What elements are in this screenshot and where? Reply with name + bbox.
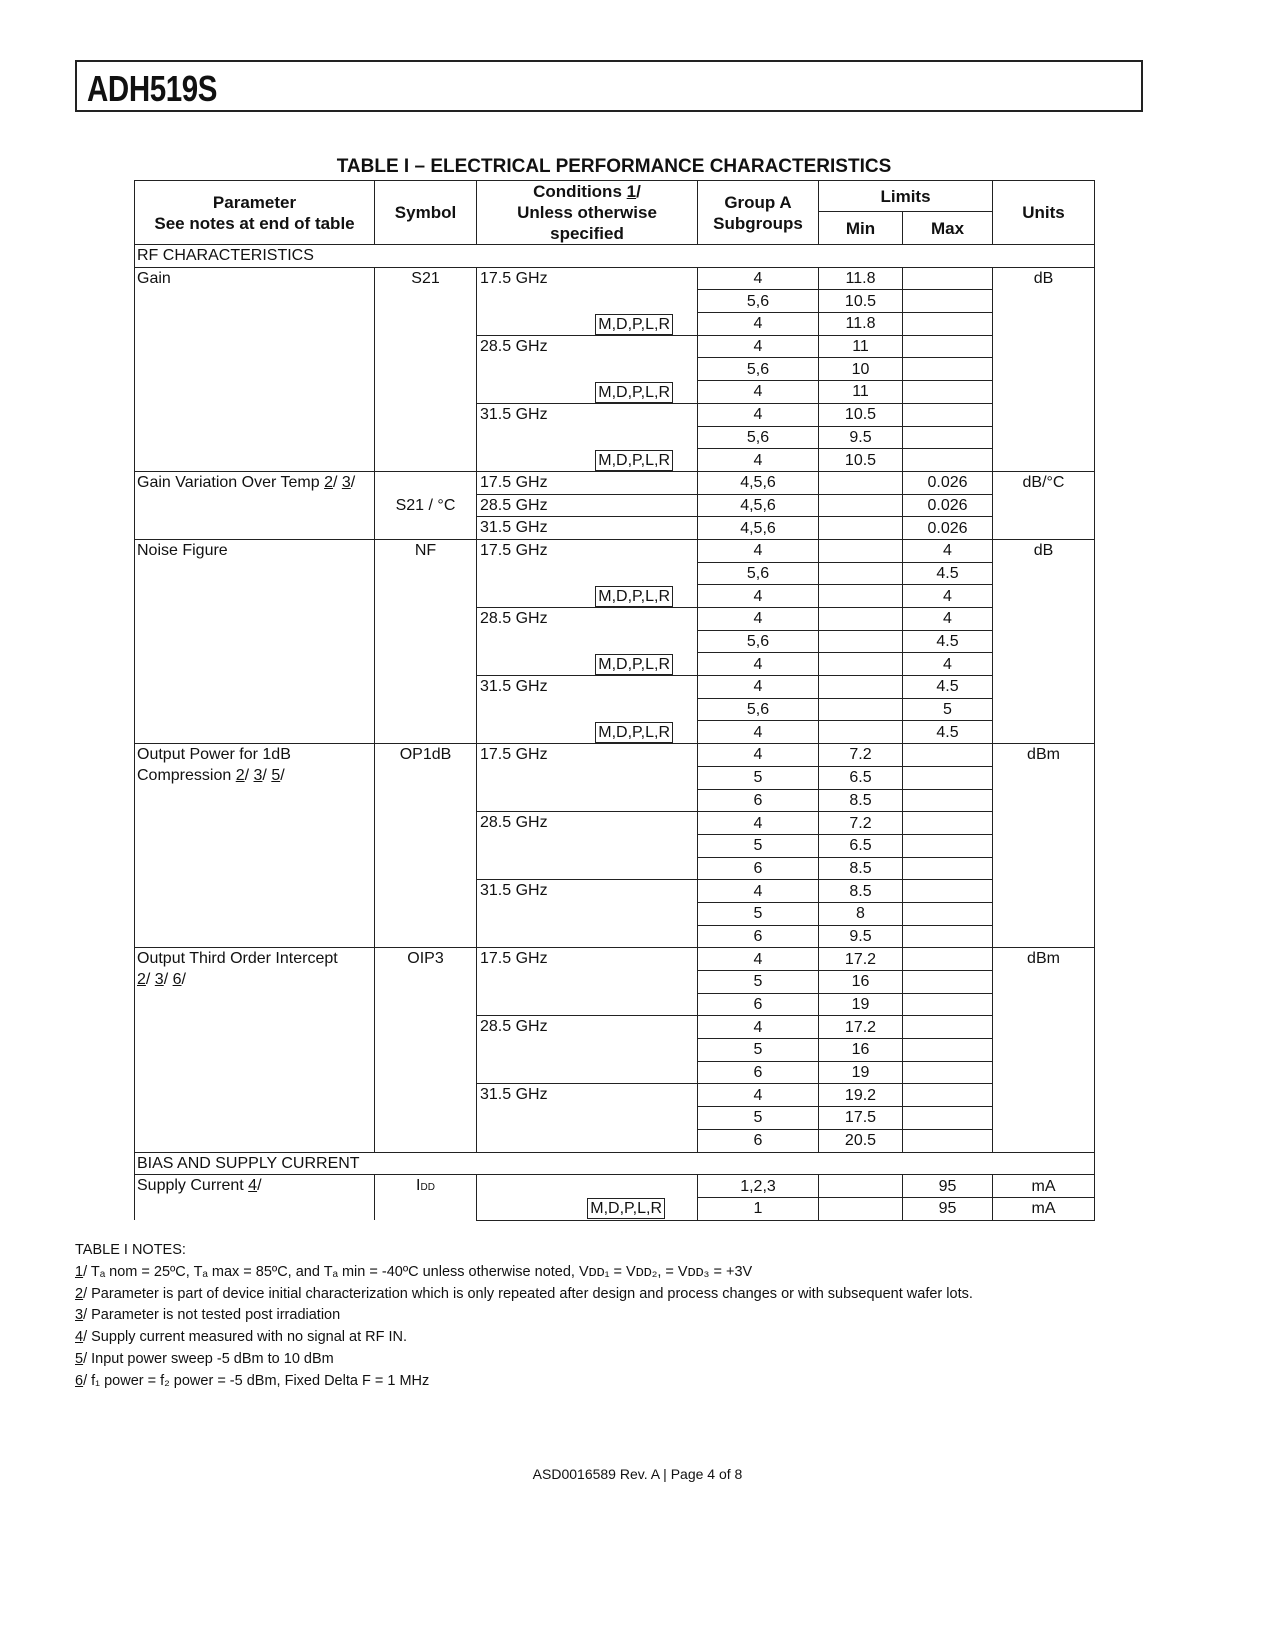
supply-current-units: mA (993, 1197, 1095, 1220)
max-cell (903, 812, 993, 835)
min-cell: 7.2 (819, 812, 903, 835)
min-cell: 8.5 (819, 880, 903, 903)
frequency-label: 17.5 GHz (480, 473, 548, 491)
max-cell (903, 267, 993, 290)
frequency-label: 28.5 GHz (480, 496, 548, 514)
section-label: RF CHARACTERISTICS (135, 245, 1095, 268)
max-cell: 4.5 (903, 630, 993, 653)
gain-variation-symbol: S21 / °C (375, 471, 477, 539)
oip3-parameter: Output Third Order Intercept 2/ 3/ 6/ (135, 948, 375, 1152)
conditions-cell (477, 403, 698, 426)
subgroup-cell: 4 (698, 744, 819, 767)
rha-level-label: M,D,P,L,R (595, 654, 673, 675)
subgroup-cell: 4 (698, 1084, 819, 1107)
conditions-cell (477, 698, 698, 721)
min-cell: 17.2 (819, 1016, 903, 1039)
subgroup-cell: 5,6 (698, 562, 819, 585)
conditions-cell (477, 1197, 698, 1220)
min-cell: 6.5 (819, 766, 903, 789)
max-cell: 95 (903, 1175, 993, 1198)
note-item: 5/ Input power sweep -5 dBm to 10 dBm (75, 1350, 334, 1367)
subgroup-cell: 4 (698, 449, 819, 472)
max-cell (903, 1084, 993, 1107)
subgroup-cell: 5,6 (698, 290, 819, 313)
subgroup-cell: 5,6 (698, 426, 819, 449)
conditions-cell (477, 585, 698, 608)
supply-current-symbol: IDD (375, 1175, 477, 1220)
max-cell (903, 1129, 993, 1152)
max-cell: 0.026 (903, 494, 993, 517)
min-cell (819, 653, 903, 676)
subgroup-cell: 4 (698, 948, 819, 971)
conditions-cell (477, 471, 698, 494)
min-cell (819, 1197, 903, 1220)
max-cell: 4.5 (903, 676, 993, 699)
subgroup-cell: 6 (698, 857, 819, 880)
conditions-cell (477, 358, 698, 381)
conditions-cell (477, 630, 698, 653)
conditions-cell (477, 834, 698, 857)
min-cell (819, 539, 903, 562)
max-cell (903, 381, 993, 404)
min-cell: 9.5 (819, 925, 903, 948)
min-cell: 7.2 (819, 744, 903, 767)
max-cell (903, 902, 993, 925)
max-cell: 4 (903, 608, 993, 631)
min-cell (819, 585, 903, 608)
conditions-cell (477, 1016, 698, 1039)
supply-current-units: mA (993, 1175, 1095, 1198)
min-cell (819, 676, 903, 699)
table-row (135, 267, 1095, 290)
note-item: 4/ Supply current measured with no signal at RF IN. (75, 1329, 408, 1346)
subgroup-cell: 5,6 (698, 698, 819, 721)
subgroup-cell: 6 (698, 1061, 819, 1084)
subgroup-cell: 4 (698, 880, 819, 903)
min-cell: 20.5 (819, 1129, 903, 1152)
subgroup-cell: 4 (698, 585, 819, 608)
frequency-label: 17.5 GHz (480, 746, 548, 764)
header-group-a: Group A Subgroups (698, 181, 819, 245)
note-item: 3/ Parameter is not tested post irradiation (75, 1307, 341, 1324)
note-item: 2/ Parameter is part of device initial characterization which is only repeated after design and process changes or with subsequent wafer lots. (75, 1285, 973, 1302)
subgroup-cell: 5 (698, 1039, 819, 1062)
max-cell (903, 426, 993, 449)
gain-parameter: Gain (135, 267, 375, 471)
max-cell (903, 948, 993, 971)
max-cell: 5 (903, 698, 993, 721)
subgroup-cell: 6 (698, 925, 819, 948)
gain-variation-units: dB/°C (993, 471, 1095, 539)
min-cell: 19 (819, 1061, 903, 1084)
max-cell (903, 971, 993, 994)
frequency-label: 17.5 GHz (480, 541, 548, 559)
max-cell: 4 (903, 585, 993, 608)
min-cell (819, 721, 903, 744)
subgroup-cell: 4 (698, 335, 819, 358)
conditions-cell (477, 449, 698, 472)
frequency-label: 28.5 GHz (480, 1018, 548, 1036)
frequency-label: 31.5 GHz (480, 519, 548, 537)
min-cell: 8 (819, 902, 903, 925)
header-parameter: Parameter See notes at end of table (135, 181, 375, 245)
max-cell: 4.5 (903, 562, 993, 585)
max-cell (903, 744, 993, 767)
oip3-units: dBm (993, 948, 1095, 1152)
subgroup-cell: 4 (698, 539, 819, 562)
header-units: Units (993, 181, 1095, 245)
subgroup-cell: 5 (698, 971, 819, 994)
subgroup-cell: 4 (698, 1016, 819, 1039)
conditions-cell (477, 608, 698, 631)
max-cell (903, 925, 993, 948)
oip3-symbol: OIP3 (375, 948, 477, 1152)
header-min: Min (819, 212, 903, 245)
conditions-cell (477, 494, 698, 517)
max-cell (903, 766, 993, 789)
max-cell (903, 358, 993, 381)
conditions-cell (477, 676, 698, 699)
section-row (135, 245, 1095, 268)
max-cell: 0.026 (903, 471, 993, 494)
frequency-label: 31.5 GHz (480, 1086, 548, 1104)
rha-level-label: M,D,P,L,R (595, 586, 673, 607)
conditions-cell (477, 1175, 698, 1198)
subgroup-cell: 1,2,3 (698, 1175, 819, 1198)
subgroup-cell: 6 (698, 1129, 819, 1152)
conditions-cell (477, 653, 698, 676)
electrical-characteristics-table (134, 180, 1095, 1221)
conditions-cell (477, 812, 698, 835)
conditions-cell (477, 789, 698, 812)
max-cell: 95 (903, 1197, 993, 1220)
rha-level-label: M,D,P,L,R (587, 1198, 665, 1219)
min-cell (819, 698, 903, 721)
min-cell (819, 562, 903, 585)
conditions-cell (477, 290, 698, 313)
min-cell: 17.5 (819, 1107, 903, 1130)
conditions-cell (477, 857, 698, 880)
subgroup-cell: 5 (698, 1107, 819, 1130)
max-cell: 4 (903, 653, 993, 676)
subgroup-cell: 6 (698, 789, 819, 812)
frequency-label: 31.5 GHz (480, 678, 548, 696)
min-cell: 11 (819, 381, 903, 404)
frequency-label: 28.5 GHz (480, 814, 548, 832)
rha-level-label: M,D,P,L,R (595, 450, 673, 471)
conditions-cell (477, 1129, 698, 1152)
section-row (135, 1152, 1095, 1175)
max-cell (903, 857, 993, 880)
header-max: Max (903, 212, 993, 245)
subgroup-cell: 4 (698, 653, 819, 676)
min-cell: 9.5 (819, 426, 903, 449)
min-cell: 8.5 (819, 789, 903, 812)
frequency-label: 28.5 GHz (480, 337, 548, 355)
min-cell: 10.5 (819, 449, 903, 472)
conditions-cell (477, 313, 698, 336)
subgroup-cell: 4 (698, 608, 819, 631)
table-row (135, 471, 1095, 494)
page-header (75, 60, 1143, 112)
conditions-cell (477, 267, 698, 290)
subgroup-cell: 5 (698, 834, 819, 857)
conditions-cell (477, 1061, 698, 1084)
min-cell: 8.5 (819, 857, 903, 880)
subgroup-cell: 4,5,6 (698, 517, 819, 540)
note-item: 6/ f₁ power = f₂ power = -5 dBm, Fixed Delta F = 1 MHz (75, 1372, 430, 1389)
page-footer: ASD0016589 Rev. A | Page 4 of 8 (532, 1466, 743, 1482)
min-cell (819, 630, 903, 653)
min-cell: 10 (819, 358, 903, 381)
document-title: ADH519S (87, 68, 218, 109)
gain-variation-parameter: Gain Variation Over Temp 2/ 3/ (135, 471, 375, 539)
table-row (135, 948, 1095, 971)
max-cell (903, 313, 993, 336)
max-cell (903, 834, 993, 857)
supply-current-parameter: Supply Current 4/ (135, 1175, 375, 1220)
max-cell: 0.026 (903, 517, 993, 540)
min-cell: 16 (819, 1039, 903, 1062)
conditions-cell (477, 426, 698, 449)
rha-level-label: M,D,P,L,R (595, 382, 673, 403)
conditions-cell (477, 562, 698, 585)
subgroup-cell: 5 (698, 766, 819, 789)
subgroup-cell: 4 (698, 812, 819, 835)
max-cell (903, 449, 993, 472)
subgroup-cell: 4 (698, 267, 819, 290)
conditions-cell (477, 335, 698, 358)
gain-units: dB (993, 267, 1095, 471)
conditions-cell (477, 1039, 698, 1062)
conditions-cell (477, 539, 698, 562)
conditions-cell (477, 517, 698, 540)
frequency-label: 31.5 GHz (480, 405, 548, 423)
max-cell (903, 789, 993, 812)
max-cell (903, 1107, 993, 1130)
conditions-cell (477, 766, 698, 789)
table-row (135, 1175, 1095, 1198)
notes-list (75, 1262, 973, 1393)
op1db-units: dBm (993, 744, 1095, 948)
header-limits: Limits (819, 181, 993, 212)
min-cell (819, 517, 903, 540)
max-cell: 4.5 (903, 721, 993, 744)
table-notes (75, 1240, 973, 1393)
max-cell (903, 880, 993, 903)
frequency-label: 31.5 GHz (480, 882, 548, 900)
header-symbol: Symbol (375, 181, 477, 245)
subgroup-cell: 5,6 (698, 630, 819, 653)
min-cell: 11 (819, 335, 903, 358)
conditions-cell (477, 381, 698, 404)
min-cell: 6.5 (819, 834, 903, 857)
min-cell: 19.2 (819, 1084, 903, 1107)
conditions-cell (477, 744, 698, 767)
min-cell: 10.5 (819, 290, 903, 313)
subgroup-cell: 4 (698, 381, 819, 404)
max-cell (903, 1039, 993, 1062)
max-cell (903, 1061, 993, 1084)
conditions-cell (477, 1107, 698, 1130)
section-label: BIAS AND SUPPLY CURRENT (135, 1152, 1095, 1175)
table-row (135, 539, 1095, 562)
max-cell (903, 290, 993, 313)
subgroup-cell: 4 (698, 313, 819, 336)
frequency-label: 17.5 GHz (480, 950, 548, 968)
noise-figure-parameter: Noise Figure (135, 539, 375, 743)
max-cell (903, 403, 993, 426)
max-cell (903, 1016, 993, 1039)
conditions-cell (477, 971, 698, 994)
subgroup-cell: 4 (698, 721, 819, 744)
subgroup-cell: 4 (698, 676, 819, 699)
min-cell: 11.8 (819, 313, 903, 336)
conditions-cell (477, 993, 698, 1016)
table-body (135, 245, 1095, 1221)
table-title: TABLE I – ELECTRICAL PERFORMANCE CHARACTERISTICS (336, 156, 892, 177)
op1db-symbol: OP1dB (375, 744, 477, 948)
conditions-cell (477, 1084, 698, 1107)
gain-symbol: S21 (375, 267, 477, 471)
frequency-label: 17.5 GHz (480, 269, 548, 287)
min-cell: 16 (819, 971, 903, 994)
noise-figure-units: dB (993, 539, 1095, 743)
subgroup-cell: 6 (698, 993, 819, 1016)
min-cell: 11.8 (819, 267, 903, 290)
subgroup-cell: 4 (698, 403, 819, 426)
min-cell: 19 (819, 993, 903, 1016)
min-cell (819, 494, 903, 517)
subgroup-cell: 4,5,6 (698, 471, 819, 494)
subgroup-cell: 5,6 (698, 358, 819, 381)
min-cell (819, 1175, 903, 1198)
op1db-parameter: Output Power for 1dB Compression 2/ 3/ 5/ (135, 744, 375, 948)
noise-figure-symbol: NF (375, 539, 477, 743)
conditions-cell (477, 880, 698, 903)
conditions-cell (477, 948, 698, 971)
min-cell (819, 608, 903, 631)
subgroup-cell: 5 (698, 902, 819, 925)
max-cell (903, 335, 993, 358)
conditions-cell (477, 721, 698, 744)
max-cell (903, 993, 993, 1016)
min-cell (819, 471, 903, 494)
table-row (135, 744, 1095, 767)
notes-title: TABLE I NOTES: (75, 1242, 186, 1258)
rha-level-label: M,D,P,L,R (595, 722, 673, 743)
subgroup-cell: 1 (698, 1197, 819, 1220)
header-conditions: Conditions 1/ Unless otherwise specified (477, 181, 698, 245)
frequency-label: 28.5 GHz (480, 610, 548, 627)
min-cell: 10.5 (819, 403, 903, 426)
conditions-cell (477, 925, 698, 948)
max-cell: 4 (903, 539, 993, 562)
note-item: 1/ Tₐ nom = 25ºC, Tₐ max = 85ºC, and Tₐ min = -40ºC unless otherwise noted, Vᴅᴅ₁ = Vᴅᴅ₂, = Vᴅᴅ₃ = +3V (75, 1263, 753, 1280)
conditions-cell (477, 902, 698, 925)
subgroup-cell: 4,5,6 (698, 494, 819, 517)
rha-level-label: M,D,P,L,R (595, 314, 673, 335)
min-cell: 17.2 (819, 948, 903, 971)
